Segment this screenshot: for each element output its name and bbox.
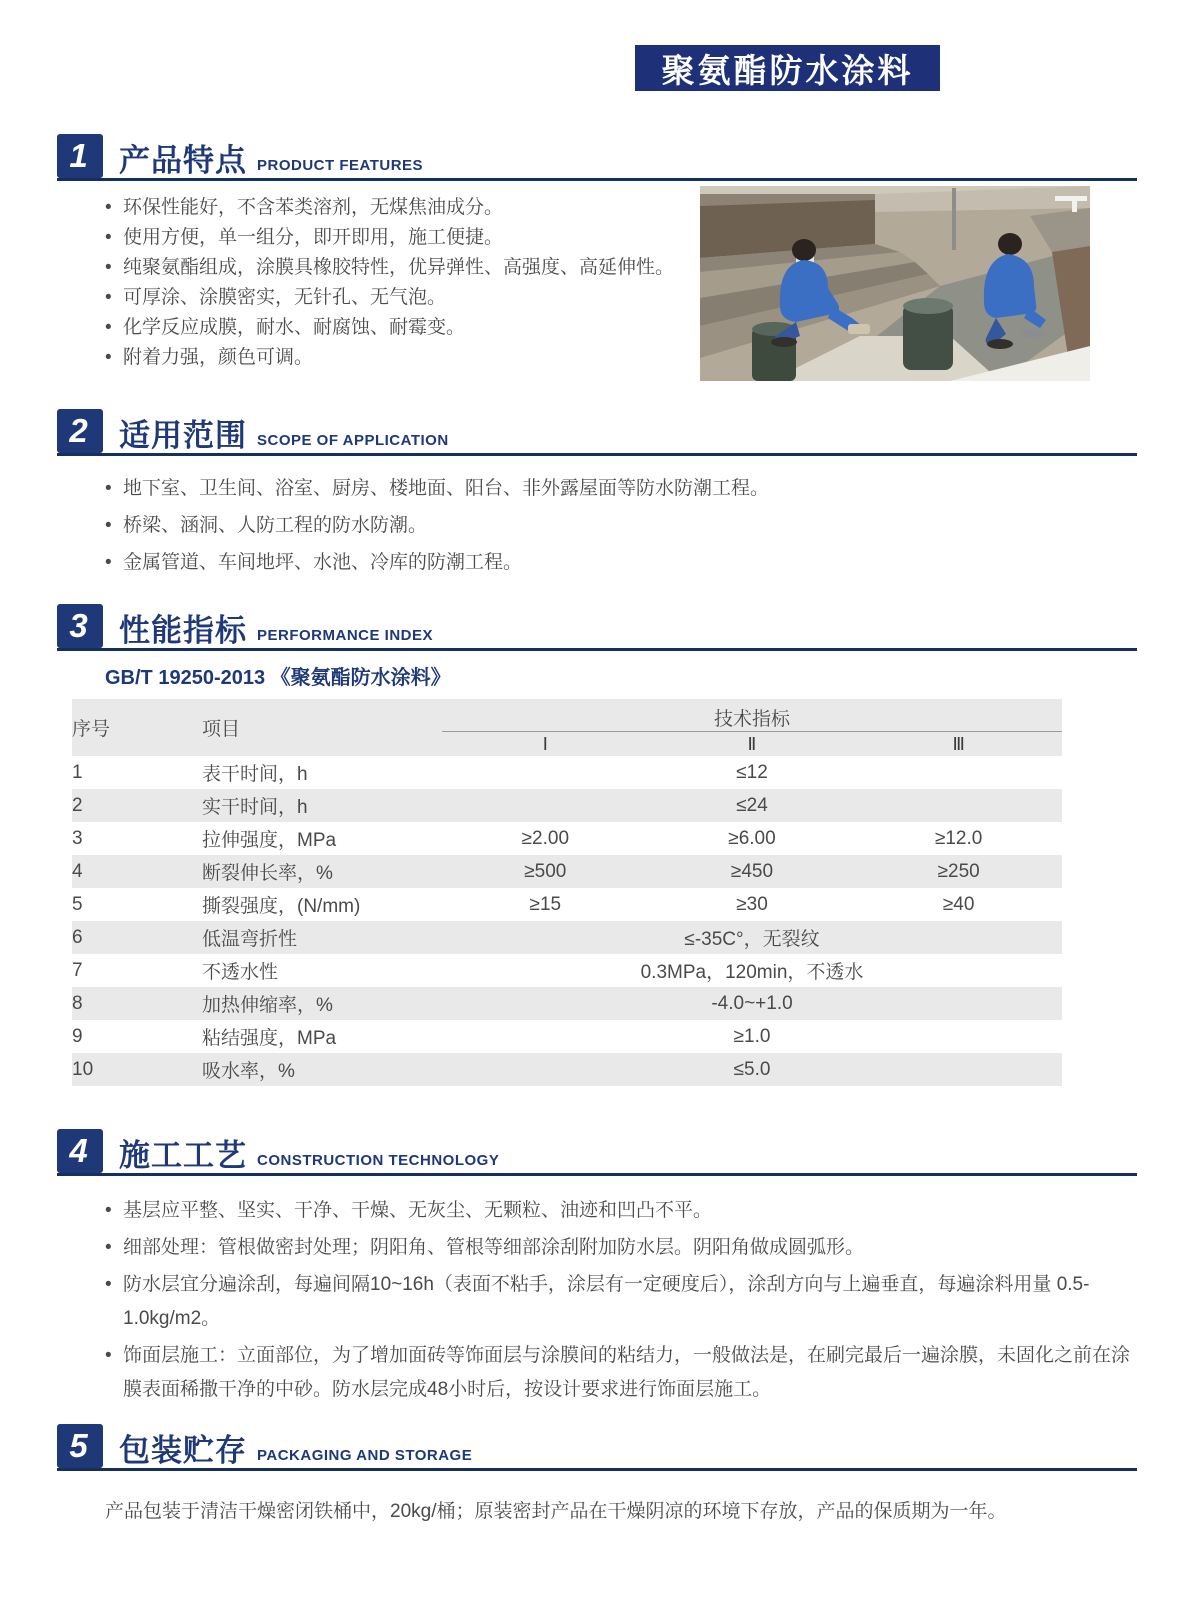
row-value-span: ≤12 <box>736 761 768 783</box>
section-header <box>57 1123 1137 1176</box>
row-value-span: ≥1.0 <box>733 1025 771 1047</box>
col-header-level-1: Ⅰ <box>442 732 649 757</box>
section-number-badge: 2 <box>57 409 103 453</box>
performance-table-header <box>72 699 1062 756</box>
row-value-span: ≤24 <box>736 794 768 816</box>
row-item: 断裂伸长率，% <box>202 863 333 884</box>
row-value-3: ≥12.0 <box>934 827 983 849</box>
row-number: 8 <box>72 992 83 1014</box>
section-number-badge: 3 <box>57 604 103 648</box>
section-title-cn: 适用范围 <box>119 418 247 454</box>
row-value-1: ≥15 <box>529 893 562 915</box>
bullet-item: • 细部处理：管根做密封处理；阴阳角、管根等细部涂刮附加防水层。阴阳角做成圆弧形。 <box>105 1231 1137 1265</box>
row-value-1: ≥500 <box>524 860 567 882</box>
row-value-3: ≥40 <box>942 893 975 915</box>
product-photo <box>700 186 1090 381</box>
bullet-item: • 饰面层施工：立面部位，为了增加面砖等饰面层与涂膜间的粘结力，一般做法是，在刷完最后一遍涂膜，未固化之前在涂膜表面稀撒干净的中砂。防水层完成48小时后，按设计要求进行饰面层施工。 <box>105 1339 1137 1407</box>
section-title-cn: 施工工艺 <box>119 1138 247 1174</box>
row-item: 拉伸强度，MPa <box>202 830 337 851</box>
bullet-item: • 防水层宜分遍涂刮，每遍间隔10~16h（表面不粘手，涂层有一定硬度后），涂刮方向与上遍垂直，每遍涂料用量 0.5-1.0kg/m2。 <box>105 1268 1137 1336</box>
bullet-item: • 桥梁、涵洞、人防工程的防水防潮。 <box>105 509 1137 543</box>
bullet-item: • 环保性能好，不含苯类溶剂，无煤焦油成分。 <box>105 193 705 223</box>
row-item: 撕裂强度，(N/mm) <box>202 896 361 917</box>
col-header-level-2: Ⅱ <box>649 732 856 757</box>
table-row <box>72 1053 1062 1086</box>
section-packaging <box>57 1418 1137 1527</box>
bullet-item: • 纯聚氨酯组成，涂膜具橡胶特性，优异弹性、高强度、高延伸性。 <box>105 253 705 283</box>
row-item: 低温弯折性 <box>202 929 298 950</box>
table-row <box>72 1020 1062 1053</box>
row-value-span: ≤5.0 <box>733 1058 771 1080</box>
section-header <box>57 403 1137 456</box>
bullet-item: • 地下室、卫生间、浴室、厨房、楼地面、阳台、非外露屋面等防水防潮工程。 <box>105 472 1137 506</box>
section-title-en: SCOPE OF APPLICATION <box>257 432 449 449</box>
row-item: 吸水率，% <box>202 1061 295 1082</box>
row-item: 不透水性 <box>202 962 279 983</box>
packaging-text: 产品包装于清洁干燥密闭铁桶中，20kg/桶；原装密封产品在干燥阴凉的环境下存放，产品的保质期为一年。 <box>105 1501 1007 1522</box>
row-item: 实干时间，h <box>202 797 308 818</box>
performance-table-body <box>72 756 1062 1086</box>
row-value-3: ≥250 <box>937 860 980 882</box>
section-title-en: PRODUCT FEATURES <box>257 157 424 174</box>
barrel-center <box>903 298 953 370</box>
section-header <box>57 1418 1137 1471</box>
table-row <box>72 921 1062 954</box>
row-number: 4 <box>72 860 83 882</box>
section-title-en: PACKAGING AND STORAGE <box>257 1447 473 1464</box>
section-product-features <box>57 128 1137 373</box>
section-performance <box>57 598 1137 1086</box>
row-number: 2 <box>72 794 83 816</box>
col-header-no: 序号 <box>72 699 202 756</box>
row-number: 6 <box>72 926 83 948</box>
section-title-cn: 性能指标 <box>119 613 247 649</box>
row-number: 9 <box>72 1025 83 1047</box>
row-value-2: ≥30 <box>736 893 768 915</box>
section-title-cn: 包装贮存 <box>119 1433 247 1469</box>
row-number: 5 <box>72 893 83 915</box>
section-title-cn: 产品特点 <box>119 143 247 179</box>
pole <box>952 188 956 250</box>
row-number: 3 <box>72 827 83 849</box>
section-title-en: PERFORMANCE INDEX <box>257 627 434 644</box>
bullet-item: • 金属管道、车间地坪、水池、冷库的防潮工程。 <box>105 546 1137 580</box>
section-title-en: CONSTRUCTION TECHNOLOGY <box>257 1152 500 1169</box>
row-value-span: -4.0~+1.0 <box>711 992 793 1014</box>
bullet-item: • 使用方便，单一组分，即开即用，施工便捷。 <box>105 223 705 253</box>
performance-table <box>72 699 1062 1086</box>
col-header-level-3: Ⅲ <box>855 732 1062 757</box>
section-number-badge: 1 <box>57 134 103 178</box>
row-value-span: 0.3MPa，120min，不透水 <box>640 962 864 983</box>
scope-list <box>57 472 1137 580</box>
section-header <box>57 128 1137 181</box>
construction-list <box>57 1194 1137 1407</box>
row-value-span: ≤-35C°，无裂纹 <box>684 929 820 950</box>
page-title-text: 聚氨酯防水涂料 <box>661 51 914 89</box>
table-row <box>72 855 1062 888</box>
page-title <box>635 45 940 91</box>
row-number: 10 <box>72 1058 94 1080</box>
bullet-item: • 可厚涂、涂膜密实，无针孔、无气泡。 <box>105 283 705 313</box>
bullet-item: • 基层应平整、坚实、干净、干燥、无灰尘、无颗粒、油迹和凹凸不平。 <box>105 1194 1137 1228</box>
row-value-2: ≥450 <box>730 860 774 882</box>
col-header-tech: 技术指标 <box>442 699 1062 732</box>
row-number: 7 <box>72 959 83 981</box>
photo-illustration <box>700 186 1090 381</box>
row-item: 加热伸缩率，% <box>202 995 333 1016</box>
table-row <box>72 987 1062 1020</box>
brush <box>848 324 870 334</box>
table-row <box>72 888 1062 921</box>
bullet-item: • 附着力强，颜色可调。 <box>105 343 705 373</box>
feature-list <box>57 193 705 373</box>
section-number-badge: 4 <box>57 1129 103 1173</box>
col-header-item: 项目 <box>202 699 442 756</box>
row-number: 1 <box>72 761 83 783</box>
section-construction <box>57 1123 1137 1410</box>
table-row <box>72 822 1062 855</box>
table-row <box>72 954 1062 987</box>
row-item: 表干时间，h <box>202 764 308 785</box>
row-value-1: ≥2.00 <box>521 827 570 849</box>
section-scope <box>57 403 1137 583</box>
section-header <box>57 598 1137 651</box>
bullet-item: • 化学反应成膜，耐水、耐腐蚀、耐霉变。 <box>105 313 705 343</box>
row-value-2: ≥6.00 <box>728 827 776 849</box>
standard-reference: GB/T 19250-2013 《聚氨酯防水涂料》 <box>105 667 451 689</box>
row-item: 粘结强度，MPa <box>202 1028 337 1049</box>
section-number-badge: 5 <box>57 1424 103 1468</box>
table-row <box>72 789 1062 822</box>
table-row <box>72 756 1062 789</box>
